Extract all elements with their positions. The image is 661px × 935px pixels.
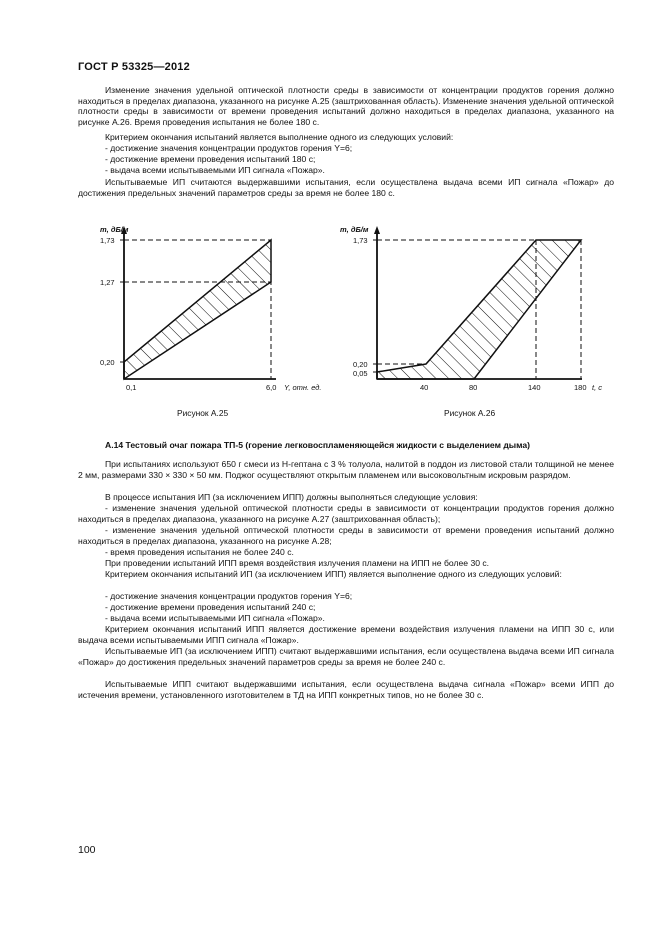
x-tick-label: 6,0 <box>266 383 277 392</box>
paragraph-end-criteria: Критерием окончания испытаний является выполнение одного из следующих условий: <box>105 132 454 142</box>
list-item: - достижение значения концентрации продуктов горения Y=6; <box>105 143 353 153</box>
document-header: ГОСТ Р 53325—2012 <box>78 61 190 73</box>
y-tick-label: 1,27 <box>100 278 115 287</box>
y-tick-label: 0,20 <box>100 358 115 367</box>
list-item: - достижение времени проведения испытаний 180 с; <box>105 154 316 164</box>
list-item: - выдача всеми испытываемыми ИП сигнала «Пожар». <box>105 165 325 175</box>
x-tick-label: 80 <box>469 383 478 392</box>
y-axis-label: m, дБ/м <box>340 225 369 234</box>
paragraph: Испытываемые ИПП считают выдержавшими испытания, если осуществлена выдача сигнала «Пожар» всеми ИПП до истечения времени, установленного изготовителем в ТД на ИПП конкретных типов, но не более 30 с. <box>78 679 614 700</box>
list-item: - достижение времени проведения испытаний 240 с; <box>105 602 316 612</box>
figure-a25-plot <box>90 222 322 394</box>
paragraph-range-requirements: Изменение значения удельной оптической плотности среды в зависимости от концентрации продуктов горения должно находиться в пределах диапазона, указанного на рисунке А.25 (заштрихованная область). Изменение значения удельной оптической плотности среды в зависимости от времени проведения испытаний должно находиться в пределах диапазона, указанного на рисунке А.26. Время проведения испытания не более 180 с. <box>78 85 614 128</box>
page-number: 100 <box>78 844 96 856</box>
paragraph: В процессе испытания ИП (за исключением ИПП) должны выполняться следующие условия: <box>105 492 478 502</box>
x-axis-label: t, с <box>592 383 603 392</box>
list-item: - достижение значения концентрации продуктов горения Y=6; <box>105 591 353 601</box>
figure-a26 <box>330 222 630 399</box>
y-axis-label: m, дБ/м <box>100 225 129 234</box>
section-title: А.14 Тестовый очаг пожара ТП-5 (горение легковоспламеняющейся жидкости с выделением дыма) <box>105 440 530 450</box>
figure-a25 <box>90 222 322 399</box>
paragraph-pass-criteria: Испытываемые ИП считаются выдержавшими испытания, если осуществлена выдача всеми ИП сигнала «Пожар» до достижения предельных значений параметров среды за время не более 180 с. <box>78 177 614 198</box>
x-tick-label: 0,1 <box>126 383 137 392</box>
list-item: - изменение значения удельной оптической плотности среды в зависимости от времени проведения испытаний должно находиться в пределах диапазона, указанного на рисунке А.28; <box>78 525 614 546</box>
y-tick-label: 0,20 <box>353 360 368 369</box>
y-tick-label: 1,73 <box>353 236 368 245</box>
figure-a26-plot <box>330 222 630 394</box>
paragraph: При проведении испытаний ИПП время воздействия излучения пламени на ИПП не более 30 с. <box>105 558 490 568</box>
x-tick-label: 140 <box>528 383 541 392</box>
list-item: - изменение значения удельной оптической плотности среды в зависимости от концентрации продуктов горения должно находиться в пределах диапазона, указанного на рисунке А.27 (заштрихованная область); <box>78 503 614 524</box>
figure-caption: Рисунок А.26 <box>444 408 496 418</box>
list-item: - время проведения испытания не более 240 с. <box>105 547 294 557</box>
x-tick-label: 40 <box>420 383 429 392</box>
shaded-range <box>377 240 581 379</box>
paragraph: Критерием окончания испытаний ИПП является достижение времени воздействия излучения пламени на ИПП 30 с, или выдача всеми испытываемыми ИПП сигнала «Пожар». <box>78 624 614 645</box>
paragraph: Испытываемые ИП (за исключением ИПП) считают выдержавшими испытания, если осуществлена выдача всеми ИП сигнала «Пожар» до достижения предельных значений параметров среды за время не более 240 с. <box>78 646 614 667</box>
paragraph: Критерием окончания испытаний ИП (за исключением ИПП) является выполнение одного из следующих условий: <box>105 569 562 579</box>
shaded-range <box>124 240 271 379</box>
y-tick-label: 0,05 <box>353 369 368 378</box>
x-axis-label: Y, отн. ед. <box>284 383 322 392</box>
figure-caption: Рисунок А.25 <box>177 408 229 418</box>
x-tick-label: 180 <box>574 383 587 392</box>
y-tick-label: 1,73 <box>100 236 115 245</box>
list-item: - выдача всеми испытываемыми ИП сигнала «Пожар». <box>105 613 325 623</box>
paragraph: При испытаниях используют 650 г смеси из Н-гептана с 3 % толуола, налитой в поддон из листовой стали толщиной не менее 2 мм, размерами 330 × 330 × 50 мм. Поджог осуществляют открытым пламенем или высоковольтным искровым разрядом. <box>78 459 614 480</box>
